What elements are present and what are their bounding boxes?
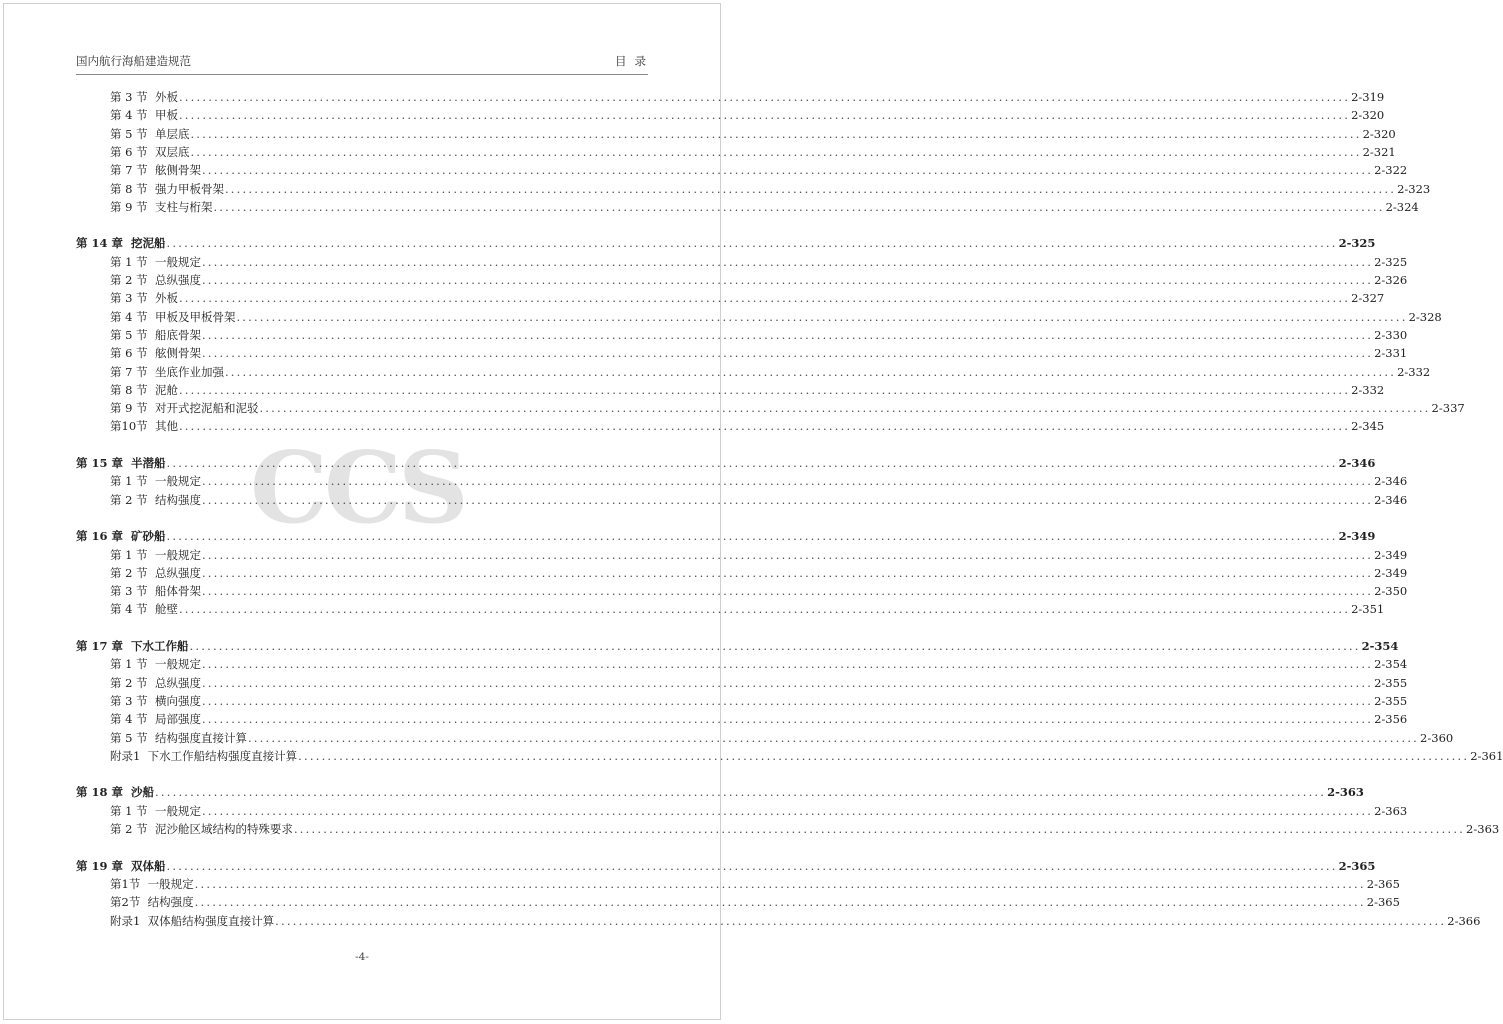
toc-leader-dots: ........................................................................................................................................................................................................ — [201, 492, 1374, 507]
toc-entry-label: 第 5 节 结构强度直接计算 — [110, 730, 247, 745]
toc-leader-dots: ........................................................................................................................................................................................................ — [201, 346, 1374, 361]
toc-section-entry[interactable] — [110, 564, 1408, 582]
toc-page-number: 2-319 — [1351, 90, 1385, 104]
toc-leader-dots: ........................................................................................................................................................................................................ — [190, 144, 1362, 159]
toc-page-number: 2-361 — [1470, 748, 1503, 763]
toc-leader-dots: ........................................................................................................................................................................................................ — [201, 163, 1374, 178]
toc-leader-dots: ........................................................................................................................................................................................................ — [166, 529, 1338, 544]
toc-page-number: 2-331 — [1374, 346, 1408, 361]
page-number: -4- — [355, 951, 369, 963]
toc-section-entry[interactable] — [110, 399, 1465, 417]
toc-section-entry[interactable] — [110, 600, 1385, 618]
toc-leader-dots: ........................................................................................................................................................................................................ — [166, 858, 1338, 873]
toc-entry-label: 第 4 节 甲板 — [110, 108, 178, 123]
toc-page-number: 2-323 — [1397, 181, 1431, 196]
toc-entry-label: 第 18 章 沙船 — [76, 785, 155, 800]
toc-section-entry[interactable] — [110, 344, 1408, 362]
toc-entry-label: 第 5 节 单层底 — [110, 126, 190, 141]
toc-page-number: 2-350 — [1374, 584, 1408, 599]
toc-entry-label: 第 17 章 下水工作船 — [76, 639, 189, 653]
toc-page-number: 2-354 — [1361, 639, 1399, 653]
toc-leader-dots: ........................................................................................................................................................................................................ — [166, 236, 1338, 251]
toc-entry-label: 第 5 节 船底骨架 — [110, 327, 201, 342]
toc-entry-label: 第 8 节 强力甲板骨架 — [110, 181, 224, 196]
toc-page-number: 2-355 — [1374, 693, 1408, 708]
toc-leader-dots: ........................................................................................................................................................................................................ — [201, 273, 1374, 287]
toc-leader-dots: ........................................................................................................................................................................................................ — [201, 803, 1374, 818]
toc-section-entry[interactable] — [110, 729, 1454, 747]
toc-entry-label: 第 2 节 总纵强度 — [110, 273, 201, 287]
toc-section-entry[interactable] — [110, 875, 1400, 893]
ccs-watermark: CCS — [250, 431, 465, 546]
toc-leader-dots: ........................................................................................................................................................................................................ — [178, 90, 1351, 104]
toc-entry-label: 第 2 节 总纵强度 — [110, 675, 201, 690]
toc-entry-label: 第 1 节 一般规定 — [110, 547, 201, 562]
toc-section-entry[interactable] — [110, 491, 1408, 509]
toc-page-number: 2-355 — [1374, 675, 1408, 690]
running-header — [76, 53, 654, 69]
toc-section-entry[interactable] — [110, 381, 1385, 399]
toc-entry-label: 第 1 节 一般规定 — [110, 803, 201, 818]
toc-leader-dots: ........................................................................................................................................................................................................ — [224, 181, 1397, 196]
toc-page-number: 2-320 — [1362, 126, 1396, 141]
toc-page-number: 2-363 — [1374, 803, 1408, 818]
toc-section-entry[interactable] — [110, 308, 1442, 326]
toc-section-entry[interactable] — [110, 710, 1408, 728]
toc-section-entry[interactable] — [110, 820, 1500, 838]
toc-leader-dots: ........................................................................................................................................................................................................ — [155, 785, 1327, 800]
toc-entry-label: 第 4 节 甲板及甲板骨架 — [110, 309, 236, 324]
toc-page-number: 2-330 — [1374, 327, 1408, 342]
toc-section-entry[interactable] — [110, 546, 1408, 564]
toc-entry-label: 第 2 节 泥沙舱区域结构的特殊要求 — [110, 822, 293, 836]
toc-leader-dots: ........................................................................................................................................................................................................ — [178, 419, 1351, 434]
toc-page-number: 2-360 — [1420, 730, 1454, 745]
toc-chapter-entry[interactable] — [76, 783, 1364, 801]
toc-chapter-entry[interactable] — [76, 857, 1376, 875]
toc-page-number: 2-363 — [1327, 785, 1364, 800]
toc-entry-label: 第 6 节 双层底 — [110, 144, 190, 159]
toc-section-entry[interactable] — [110, 655, 1408, 673]
toc-page-number: 2-351 — [1351, 602, 1385, 617]
toc-entry-label: 第10节 其他 — [110, 419, 178, 434]
toc-page-number: 2-349 — [1374, 565, 1408, 580]
toc-page-number: 2-325 — [1338, 236, 1376, 251]
toc-leader-dots: ........................................................................................................................................................................................................ — [224, 364, 1397, 379]
toc-leader-dots: ........................................................................................................................................................................................................ — [236, 309, 1408, 324]
toc-page-number: 2-328 — [1408, 309, 1442, 324]
toc-leader-dots: ........................................................................................................................................................................................................ — [298, 748, 1470, 763]
toc-leader-dots: ........................................................................................................................................................................................................ — [166, 456, 1338, 470]
toc-leader-dots: ........................................................................................................................................................................................................ — [275, 913, 1447, 928]
toc-section-entry[interactable] — [110, 289, 1385, 307]
toc-entry-label: 第 9 节 支柱与桁架 — [110, 199, 213, 214]
toc-section-entry[interactable] — [110, 161, 1408, 179]
toc-section-entry[interactable] — [110, 326, 1408, 344]
toc-entry-label: 第 4 节 舱壁 — [110, 602, 178, 617]
toc-section-entry[interactable] — [110, 582, 1408, 600]
section-title: 目录 — [615, 54, 654, 68]
toc-section-entry[interactable] — [110, 417, 1385, 435]
toc-leader-dots: ........................................................................................................................................................................................................ — [201, 584, 1374, 599]
document-title: 国内航行海船建造规范 — [76, 54, 191, 68]
toc-entry-label: 第 16 章 矿砂船 — [76, 529, 166, 544]
toc-page-number: 2-346 — [1338, 456, 1376, 470]
toc-entry-label: 第 9 节 对开式挖泥船和泥驳 — [110, 401, 259, 416]
header-rule — [76, 74, 648, 75]
toc-entry-label: 第 6 节 舷侧骨架 — [110, 346, 201, 361]
toc-leader-dots: ........................................................................................................................................................................................................ — [178, 291, 1351, 306]
toc-entry-label: 第 1 节 一般规定 — [110, 657, 201, 672]
toc-entry-label: 第 3 节 外板 — [110, 90, 178, 104]
toc-chapter-entry[interactable] — [76, 637, 1399, 655]
toc-leader-dots: ........................................................................................................................................................................................................ — [194, 895, 1366, 910]
toc-page-number: 2-365 — [1366, 876, 1400, 891]
toc-leader-dots: ........................................................................................................................................................................................................ — [201, 693, 1374, 708]
toc-page-number: 2-320 — [1351, 108, 1385, 123]
toc-leader-dots: ........................................................................................................................................................................................................ — [190, 126, 1362, 141]
toc-entry-label: 第 3 节 外板 — [110, 291, 178, 306]
toc-leader-dots: ........................................................................................................................................................................................................ — [194, 876, 1366, 891]
toc-entry-label: 第 1 节 一般规定 — [110, 254, 201, 269]
toc-page-number: 2-349 — [1374, 547, 1408, 562]
toc-leader-dots: ........................................................................................................................................................................................................ — [201, 657, 1374, 672]
toc-entry-label: 第 19 章 双体船 — [76, 858, 166, 873]
toc-leader-dots: ........................................................................................................................................................................................................ — [201, 547, 1374, 562]
toc-leader-dots: ........................................................................................................................................................................................................ — [201, 565, 1374, 580]
toc-leader-dots: ........................................................................................................................................................................................................ — [247, 730, 1420, 745]
toc-page-number: 2-337 — [1431, 401, 1465, 416]
toc-section-entry[interactable] — [110, 692, 1408, 710]
toc-leader-dots: ........................................................................................................................................................................................................ — [178, 602, 1351, 617]
toc-leader-dots: ........................................................................................................................................................................................................ — [201, 474, 1374, 489]
toc-page-number: 2-365 — [1338, 858, 1376, 873]
toc-page-number: 2-345 — [1351, 419, 1385, 434]
toc-page-number: 2-332 — [1397, 364, 1431, 379]
toc-section-entry[interactable] — [110, 106, 1385, 124]
toc-page-number: 2-366 — [1447, 913, 1481, 928]
toc-leader-dots: ........................................................................................................................................................................................................ — [201, 254, 1374, 269]
toc-entry-label: 第 1 节 一般规定 — [110, 474, 201, 489]
toc-section-entry[interactable] — [110, 363, 1431, 381]
toc-page-number: 2-356 — [1374, 712, 1408, 727]
toc-page-number: 2-327 — [1351, 291, 1385, 306]
toc-entry-label: 第 3 节 船体骨架 — [110, 584, 201, 599]
toc-entry-label: 附录1 下水工作船结构强度直接计算 — [110, 748, 298, 763]
toc-leader-dots: ........................................................................................................................................................................................................ — [201, 712, 1374, 727]
toc-section-entry[interactable] — [110, 180, 1431, 198]
toc-entry-label: 第2节 结构强度 — [110, 895, 194, 910]
toc-page-number: 2-346 — [1374, 492, 1408, 507]
toc-page-number: 2-324 — [1385, 199, 1419, 214]
toc-section-entry[interactable] — [110, 472, 1408, 490]
toc-page-number: 2-363 — [1466, 822, 1500, 836]
toc-page-number: 2-349 — [1338, 529, 1376, 544]
toc-entry-label: 第1节 一般规定 — [110, 876, 194, 891]
toc-page-number: 2-326 — [1374, 273, 1408, 287]
toc-entry-label: 第 14 章 挖泥船 — [76, 236, 166, 251]
toc-entry-label: 第 15 章 半潜船 — [76, 456, 166, 470]
toc-page-number: 2-346 — [1374, 474, 1408, 489]
toc-entry-label: 第 4 节 局部强度 — [110, 712, 201, 727]
toc-section-entry[interactable] — [110, 88, 1385, 106]
toc-page-number: 2-332 — [1351, 382, 1385, 397]
toc-page-number: 2-365 — [1366, 895, 1400, 910]
toc-leader-dots: ........................................................................................................................................................................................................ — [293, 822, 1466, 836]
toc-entry-label: 附录1 双体船结构强度直接计算 — [110, 913, 275, 928]
toc-page-number: 2-322 — [1374, 163, 1408, 178]
toc-entry-label: 第 3 节 横向强度 — [110, 693, 201, 708]
toc-section-entry[interactable] — [110, 674, 1408, 692]
toc-entry-label: 第 7 节 坐底作业加强 — [110, 364, 224, 379]
toc-section-entry[interactable] — [110, 271, 1408, 289]
toc-chapter-entry[interactable] — [76, 454, 1376, 472]
toc-chapter-entry[interactable] — [76, 527, 1376, 545]
toc-section-entry[interactable] — [110, 198, 1419, 216]
toc-page-number: 2-321 — [1362, 144, 1396, 159]
toc-section-entry[interactable] — [110, 912, 1481, 930]
toc-section-entry[interactable] — [110, 747, 1503, 765]
toc-leader-dots: ........................................................................................................................................................................................................ — [178, 108, 1351, 123]
toc-page-number: 2-325 — [1374, 254, 1408, 269]
toc-leader-dots: ........................................................................................................................................................................................................ — [201, 327, 1374, 342]
toc-leader-dots: ........................................................................................................................................................................................................ — [178, 382, 1351, 397]
toc-leader-dots: ........................................................................................................................................................................................................ — [259, 401, 1431, 416]
toc-entry-label: 第 7 节 舷侧骨架 — [110, 163, 201, 178]
toc-entry-label: 第 8 节 泥舱 — [110, 382, 178, 397]
toc-page-number: 2-354 — [1374, 657, 1408, 672]
toc-section-entry[interactable] — [110, 253, 1408, 271]
toc-chapter-entry[interactable] — [76, 234, 1376, 252]
toc-leader-dots: ........................................................................................................................................................................................................ — [213, 199, 1385, 214]
toc-leader-dots: ........................................................................................................................................................................................................ — [201, 675, 1374, 690]
toc-section-entry[interactable] — [110, 143, 1396, 161]
toc-entry-label: 第 2 节 总纵强度 — [110, 565, 201, 580]
toc-entry-label: 第 2 节 结构强度 — [110, 492, 201, 507]
toc-leader-dots: ........................................................................................................................................................................................................ — [189, 639, 1361, 653]
toc-section-entry[interactable] — [110, 802, 1408, 820]
toc-section-entry[interactable] — [110, 125, 1396, 143]
toc-section-entry[interactable] — [110, 893, 1400, 911]
